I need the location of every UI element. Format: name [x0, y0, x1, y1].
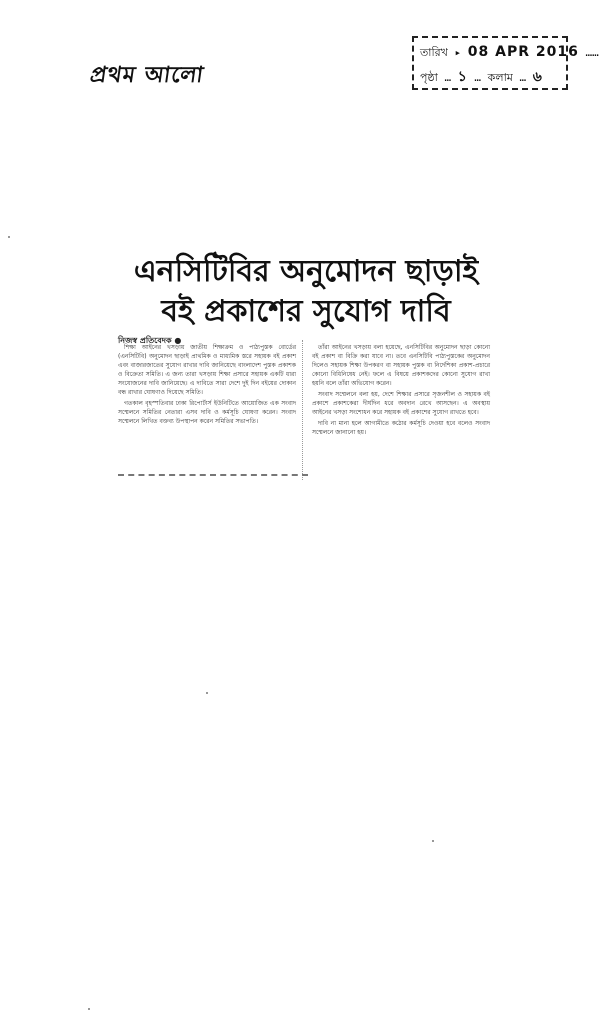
- scan-speck: [88, 1008, 90, 1010]
- stamp-date-value: 08 APR 2016: [467, 44, 579, 60]
- paragraph: গতকাল বৃহস্পতিবার ঢাকা রিপোর্টার্স ইউনিটিতে আয়োজিত এক সংবাদ সম্মেলনে সমিতির নেতারা এসব দাবি ও কর্মসূচি ঘোষণা করেন। সংবাদ সম্মেলনে লিখিত বক্তব্য উপস্থাপন করেন সমিতির সভাপতি।: [118, 400, 296, 425]
- scan-speck: [432, 840, 434, 842]
- headline-line-2: বই প্রকাশের সুযোগ দাবি: [161, 294, 451, 329]
- paragraph: সংবাদ সম্মেলনে বলা হয়, দেশে শিক্ষার প্রসারে সৃজনশীল ও সহায়ক বই প্রকাশে প্রকাশকেরা দীর্ঘদিন ধরে অবদান রেখে আসছেন। এ অবস্থায় আইনের খসড়া সংশোধন করে সহায়ক বই প্রকাশের সুযোগ রাখতে হবে।: [312, 391, 490, 416]
- archive-date-stamp: [412, 36, 599, 90]
- article-column-right: [312, 343, 490, 479]
- stamp-column-label: কলাম: [487, 71, 513, 84]
- scan-speck: [206, 692, 208, 694]
- headline-line-1: এনসিটিবির অনুমোদন ছাড়াই: [133, 254, 479, 289]
- article-headline: [120, 252, 492, 332]
- article-byline: নিজস্ব প্রতিবেদক ●: [118, 336, 182, 345]
- stamp-column-value: ৬: [532, 69, 543, 85]
- clipping-bottom-rule: [118, 474, 308, 477]
- newspaper-logo: প্রথম আলো: [88, 62, 206, 88]
- scan-speck: [8, 236, 10, 238]
- column-divider: [302, 340, 304, 480]
- stamp-page-label: পৃষ্ঠা: [420, 71, 438, 84]
- article-column-left: [118, 343, 296, 463]
- stamp-date-row: তারিখ ▸ 08 APR 2016 ……: [420, 44, 599, 60]
- stamp-page-row: পৃষ্ঠা … ১ … কলাম … ৬: [420, 69, 543, 85]
- paragraph: দাবি না মানা হলে আগামীতে কঠোর কর্মসূচি দেওয়া হবে বলেও সংবাদ সম্মেলনে জানানো হয়।: [312, 420, 490, 436]
- paragraph: তাঁরা আইনের খসড়ায় বলা হয়েছে, এনসিটিবির অনুমোদন ছাড়া কোনো বই প্রকাশ বা বিক্রি করা যাবে না। তবে এনসিটিবি পাঠ্যপুস্তকের অনুমোদন দিলেও সহায়ক শিক্ষা উপকরণ বা সহায়ক পুস্তক বা নির্দেশিকা প্রকাশ-প্রচারে কোনো বিধিনিষেধ নেই। ফলে এ বিষয়ে প্রকাশকদের কোনো সুযোগ রাখা হয়নি বলে তাঁরা অভিযোগ করেন।: [312, 344, 490, 387]
- stamp-date-label: তারিখ: [420, 46, 448, 59]
- stamp-page-value: ১: [457, 69, 468, 85]
- paragraph: শিক্ষা আইনের খসড়ায় জাতীয় শিক্ষাক্রম ও পাঠ্যপুস্তক বোর্ডের (এনসিটিবি) অনুমোদন ছাড়াই প্রাথমিক ও মাধ্যমিক স্তরে সহায়ক বই প্রকাশ এবং বাজারজাতের সুযোগ রাখার দাবি জানিয়েছে বাংলাদেশ পুস্তক প্রকাশক ও বিক্রেতা সমিতি। এ জন্য তারা খসড়ায় শিক্ষা প্রসারে সহায়ক একটি ধারা সংযোজনের দাবি জানিয়েছে। এ দাবিতে সারা দেশে দুই দিন বইয়ের দোকান বন্ধ রাখার ঘোষণাও দিয়েছে সমিতি।: [118, 344, 296, 396]
